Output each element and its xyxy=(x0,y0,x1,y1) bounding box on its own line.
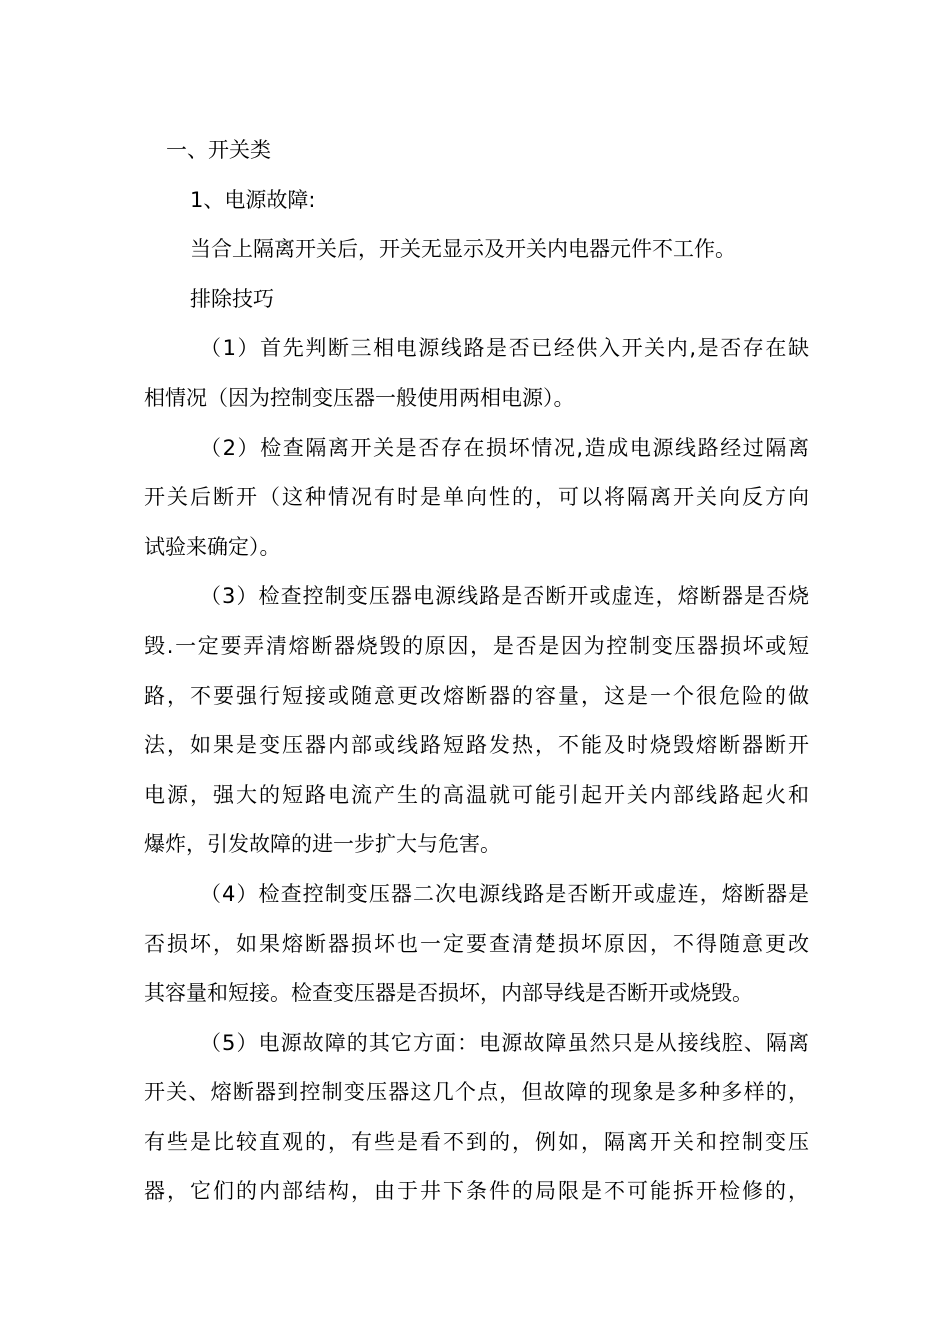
paragraph-line: 爆炸，引发故障的进一步扩大与危害。 xyxy=(144,832,501,857)
paragraph-line: 开关后断开（这种情况有时是单向性的，可以将隔离开关向反方向 xyxy=(144,485,809,510)
paragraph-line: 毁.一定要弄清熔断器烧毁的原因，是否是因为控制变压器损坏或短 xyxy=(144,633,809,658)
paragraph-line: 有些是比较直观的，有些是看不到的，例如，隔离开关和控制变压 xyxy=(144,1129,809,1154)
paragraph-line: （4）检查控制变压器二次电源线路是否断开或虚连，熔断器是 xyxy=(200,881,809,906)
symptom-text: 当合上隔离开关后，开关无显示及开关内电器元件不工作。 xyxy=(190,237,736,262)
subheading: 1、电源故障: xyxy=(190,187,316,212)
paragraph-line: 开关、熔断器到控制变压器这几个点，但故障的现象是多种多样的， xyxy=(144,1080,809,1105)
paragraph-line: （1）首先判断三相电源线路是否已经供入开关内,是否存在缺 xyxy=(200,336,809,361)
list-item-1 xyxy=(144,324,809,423)
list-item-2 xyxy=(144,424,809,573)
document-body xyxy=(144,126,809,1217)
paragraph-line: （5）电源故障的其它方面：电源故障虽然只是从接线腔、隔离 xyxy=(200,1030,809,1055)
list-item-3 xyxy=(144,572,809,870)
paragraph-line: 器，它们的内部结构，由于井下条件的局限是不可能拆开检修的， xyxy=(144,1179,809,1204)
paragraph-line: （3）检查控制变压器电源线路是否断开或虚连，熔断器是否烧 xyxy=(200,584,809,609)
list-item-5 xyxy=(144,1019,809,1217)
paragraph-line: 相情况（因为控制变压器一般使用两相电源）。 xyxy=(144,385,575,410)
paragraph-line: （2）检查隔离开关是否存在损坏情况,造成电源线路经过隔离 xyxy=(200,435,809,460)
paragraph-line: 法，如果是变压器内部或线路短路发热，不能及时烧毁熔断器断开 xyxy=(144,733,809,758)
paragraph-line: 电源，强大的短路电流产生的高温就可能引起开关内部线路起火和 xyxy=(144,782,809,807)
paragraph-line: 否损坏，如果熔断器损坏也一定要查清楚损坏原因，不得随意更改 xyxy=(144,931,809,956)
list-item-4 xyxy=(144,870,809,1019)
paragraph-line: 试验来确定）。 xyxy=(144,534,281,559)
paragraph-line: 其容量和短接。检查变压器是否损坏，内部导线是否断开或烧毁。 xyxy=(144,981,753,1006)
troubleshooting-label: 排除技巧 xyxy=(190,286,274,311)
paragraph-line: 路，不要强行短接或随意更改熔断器的容量，这是一个很危险的做 xyxy=(144,683,809,708)
section-heading: 一、开关类 xyxy=(166,138,271,162)
